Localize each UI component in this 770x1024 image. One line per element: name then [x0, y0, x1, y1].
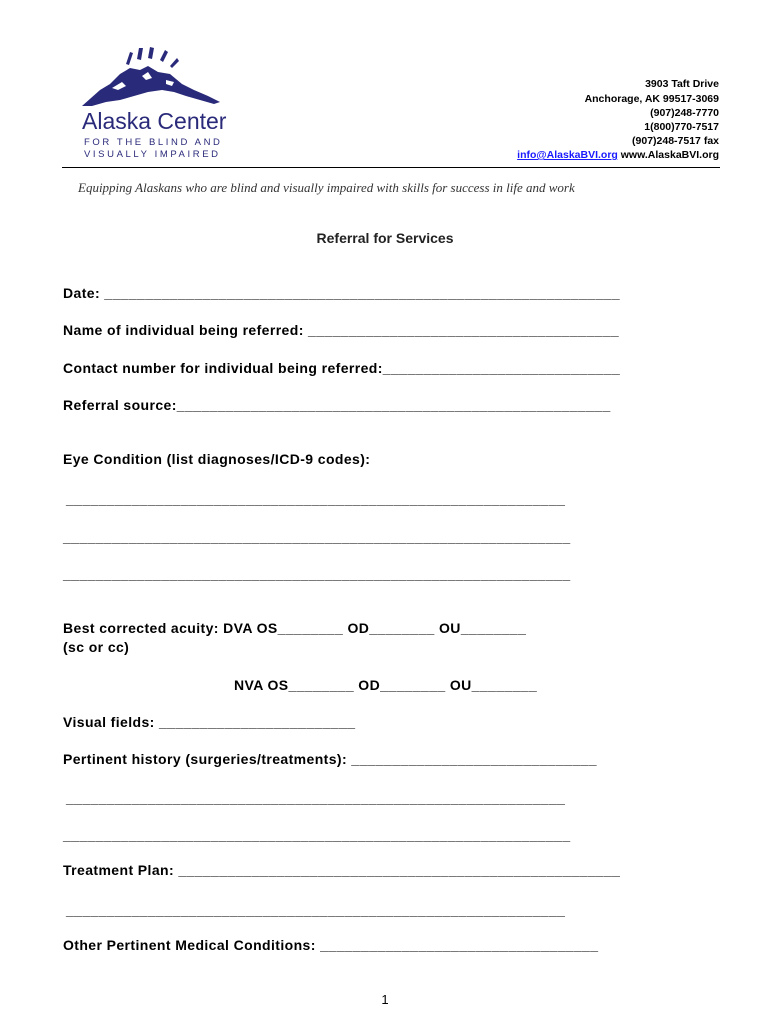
phone-number: (907)248-7770	[650, 107, 719, 119]
history-line-1[interactable]: _____________________________________________________________	[66, 790, 566, 806]
visual-fields-field[interactable]: Visual fields: ________________________	[63, 714, 356, 730]
address-line1: 3903 Taft Drive	[645, 78, 719, 90]
page-number: 1	[381, 992, 389, 1007]
address-line2: Anchorage, AK 99517-3069	[584, 93, 719, 105]
org-name: Alaska Center	[82, 108, 227, 134]
eye-condition-line-1[interactable]: _____________________________________________________________	[66, 491, 566, 507]
treatment-plan-field[interactable]: Treatment Plan: ______________________________________________________	[63, 862, 621, 878]
toll-free-number: 1(800)770-7517	[644, 121, 719, 133]
nva-acuity-field[interactable]: NVA OS________ OD________ OU________	[234, 677, 538, 693]
org-subtitle-line2: VISUALLY IMPAIRED	[84, 149, 221, 160]
treatment-plan-line-1[interactable]: _____________________________________________________________	[66, 902, 566, 918]
website-text: www.AlaskaBVI.org	[620, 149, 719, 161]
eye-condition-line-2[interactable]: ______________________________________________________________	[63, 529, 571, 545]
mountains-icon	[82, 66, 220, 106]
history-line-2[interactable]: ______________________________________________________________	[63, 827, 571, 843]
date-field[interactable]: Date: _______________________________________________________________	[63, 285, 621, 301]
eye-condition-label: Eye Condition (list diagnoses/ICD-9 codes):	[63, 451, 371, 467]
individual-name-field[interactable]: Name of individual being referred: ______________________________________	[63, 322, 620, 338]
dva-acuity-field[interactable]: Best corrected acuity: DVA OS________ OD________ OU________	[63, 620, 527, 636]
acuity-correction-note: (sc or cc)	[63, 639, 130, 655]
header-divider	[62, 167, 720, 168]
contact-line	[517, 148, 719, 163]
pertinent-history-field[interactable]: Pertinent history (surgeries/treatments): ______________________________	[63, 751, 597, 767]
sun-rays-icon	[126, 47, 179, 68]
eye-condition-line-3[interactable]: ______________________________________________________________	[63, 566, 571, 582]
other-conditions-field[interactable]: Other Pertinent Medical Conditions: __________________________________	[63, 937, 599, 953]
org-subtitle-line1: FOR THE BLIND AND	[84, 137, 223, 148]
referral-source-field[interactable]: Referral source:_____________________________________________________	[63, 397, 611, 413]
contact-number-field[interactable]: Contact number for individual being referred:_____________________________	[63, 360, 621, 376]
email-link[interactable]: info@AlaskaBVI.org	[517, 149, 618, 161]
form-title: Referral for Services	[316, 230, 454, 246]
tagline: Equipping Alaskans who are blind and visually impaired with skills for success in life and work	[78, 180, 575, 195]
fax-number: (907)248-7517 fax	[632, 135, 719, 147]
